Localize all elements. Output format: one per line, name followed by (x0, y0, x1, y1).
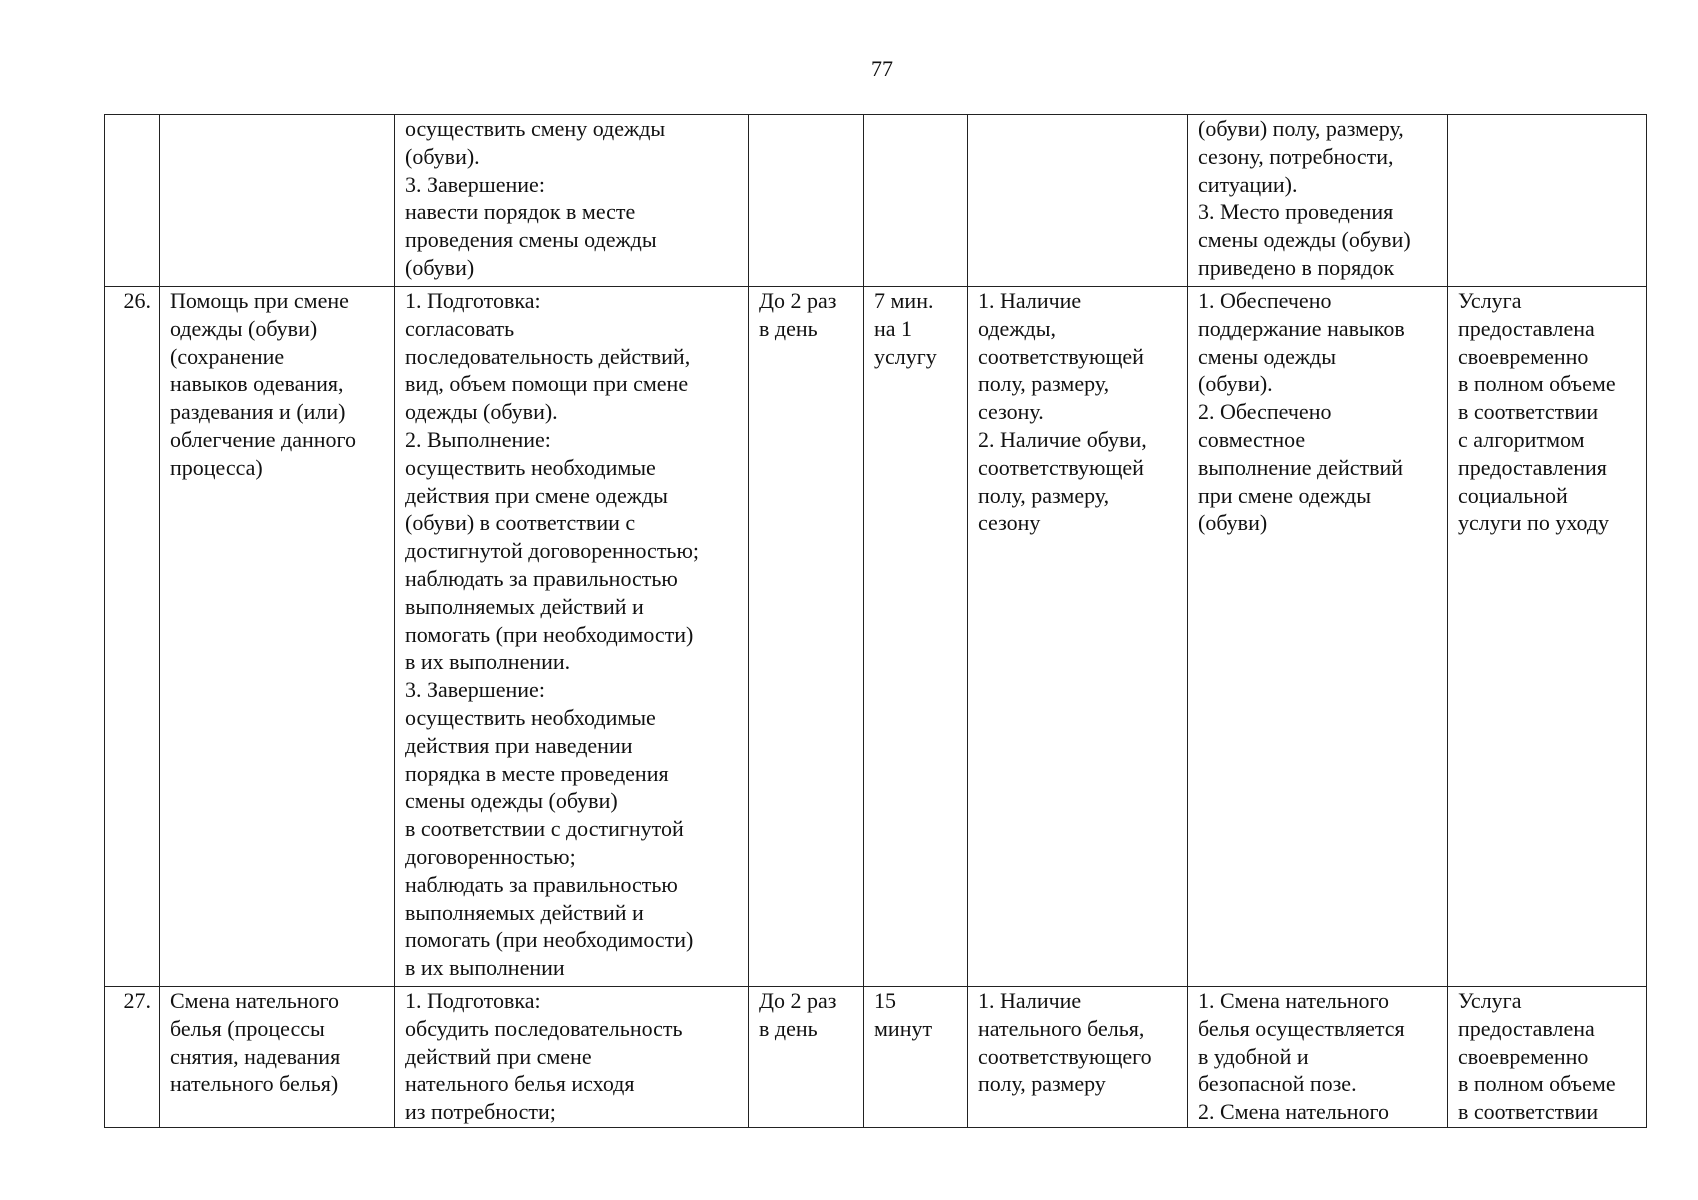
table-row (105, 987, 1647, 1128)
service-duration (864, 115, 968, 287)
service-frequency: До 2 раз в день (749, 287, 864, 987)
page-number: 77 (871, 56, 893, 81)
service-conditions (968, 115, 1188, 287)
service-duration: 15 минут (864, 987, 968, 1128)
services-table (104, 114, 1647, 1128)
table-row (105, 287, 1647, 987)
quality-indicators: 1. Обеспечено поддержание навыков смены одежды (обуви). 2. Обеспечено совместное выполнение действий при смене одежды (обуви) (1188, 287, 1448, 987)
service-duration: 7 мин. на 1 услугу (864, 287, 968, 987)
service-frequency: До 2 раз в день (749, 987, 864, 1128)
row-number: 27. (105, 987, 160, 1128)
service-procedure: осуществить смену одежды (обуви). 3. Завершение: навести порядок в месте проведения смены одежды (обуви) (395, 115, 749, 287)
service-conditions: 1. Наличие нательного белья, соответствующего полу, размеру (968, 987, 1188, 1128)
service-frequency (749, 115, 864, 287)
service-name (160, 115, 395, 287)
service-result: Услуга предоставлена своевременно в полном объеме в соответствии с алгоритмом предоставления социальной услуги по уходу (1448, 287, 1647, 987)
service-name: Смена нательного белья (процессы снятия, надевания нательного белья) (160, 987, 395, 1128)
row-number: 26. (105, 287, 160, 987)
quality-indicators: (обуви) полу, размеру, сезону, потребности, ситуации). 3. Место проведения смены одежды (обуви) приведено в порядок (1188, 115, 1448, 287)
service-conditions: 1. Наличие одежды, соответствующей полу, размеру, сезону. 2. Наличие обуви, соответствующей полу, размеру, сезону (968, 287, 1188, 987)
row-number (105, 115, 160, 287)
service-name: Помощь при смене одежды (обуви) (сохранение навыков одевания, раздевания и (или) облегчение данного процесса) (160, 287, 395, 987)
service-result: Услуга предоставлена своевременно в полном объеме в соответствии (1448, 987, 1647, 1128)
quality-indicators: 1. Смена нательного белья осуществляется в удобной и безопасной позе. 2. Смена нательного (1188, 987, 1448, 1128)
service-procedure: 1. Подготовка: согласовать последовательность действий, вид, объем помощи при смене одежды (обуви). 2. Выполнение: осуществить необходимые действия при смене одежды (обуви) в соответствии с достигнутой договоренностью; наблюдать за правильностью выполняемых действий и помогать (при необходимости) в их выполнении. 3. Завершение: осуществить необходимые действия при наведении порядка в месте проведения смены одежды (обуви) в соответствии с достигнутой договоренностью; наблюдать за правильностью выполняемых действий и помогать (при необходимости) в их выполнении (395, 287, 749, 987)
service-result (1448, 115, 1647, 287)
service-procedure: 1. Подготовка: обсудить последовательность действий при смене нательного белья исходя из потребности; (395, 987, 749, 1128)
table-row (105, 115, 1647, 287)
